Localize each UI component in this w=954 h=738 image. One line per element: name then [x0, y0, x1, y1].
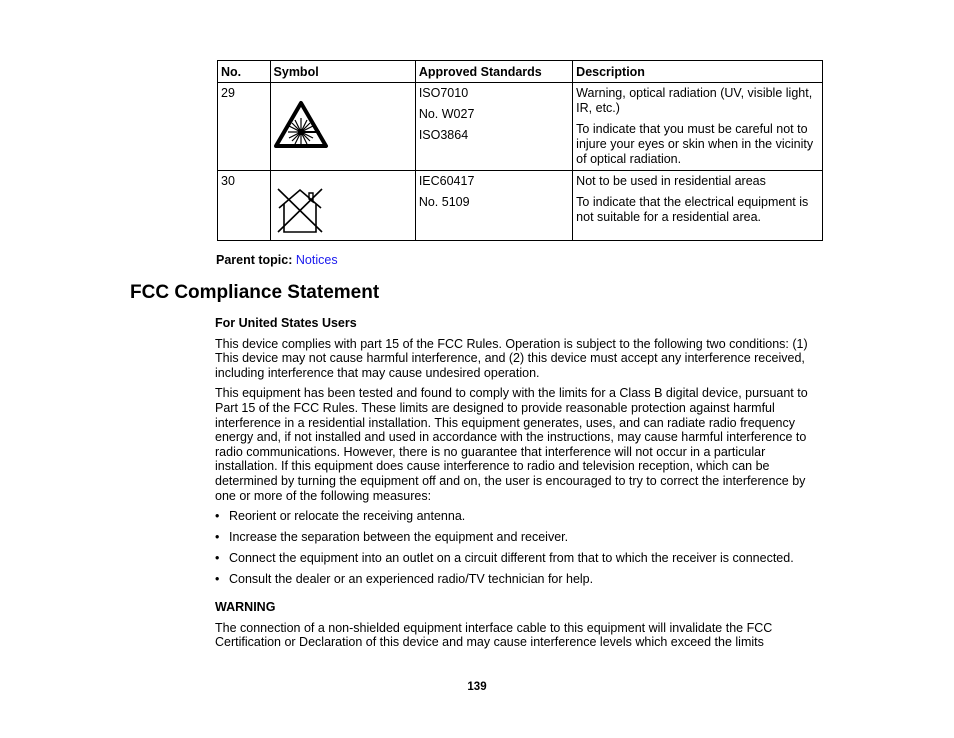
warning-heading: WARNING — [215, 600, 276, 614]
parent-topic-label: Parent topic: — [216, 253, 293, 267]
list-item-text: Reorient or relocate the receiving antenna. — [229, 509, 466, 524]
list-item-text: Connect the equipment into an outlet on a circuit different from that to which the receiver is connected. — [229, 551, 794, 566]
cell-description — [573, 83, 823, 171]
notices-link[interactable]: Notices — [295, 253, 338, 267]
table-row — [218, 171, 823, 241]
cell-standards — [415, 171, 572, 241]
bullet-marker: • — [215, 572, 220, 587]
cell-no: 29 — [218, 83, 271, 171]
standard-item: IEC60417 — [418, 174, 475, 188]
list-item — [215, 551, 827, 566]
subheading: For United States Users — [215, 316, 357, 330]
cell-symbol — [270, 171, 415, 241]
description-text: To indicate that the electrical equipment is not suitable for a residential area. — [576, 195, 809, 224]
header-no: No. — [218, 61, 271, 83]
parent-topic — [216, 253, 338, 268]
cell-standards — [415, 83, 572, 171]
list-item — [215, 509, 827, 524]
safety-symbols-table — [217, 60, 823, 241]
list-item-text: Consult the dealer or an experienced radio/TV technician for help. — [229, 572, 594, 587]
cell-symbol — [270, 83, 415, 171]
description-title: Not to be used in residential areas — [576, 174, 766, 188]
cell-description — [573, 171, 823, 241]
header-approved-standards: Approved Standards — [415, 61, 572, 83]
bullet-marker: • — [215, 509, 220, 524]
cell-no: 30 — [218, 171, 271, 241]
table-header-row — [218, 61, 823, 83]
bullet-marker: • — [215, 530, 220, 545]
measures-list — [215, 509, 827, 587]
list-item — [215, 572, 827, 587]
section-title: FCC Compliance Statement — [130, 282, 380, 303]
not-residential-house-icon — [275, 186, 325, 234]
list-item-text: Increase the separation between the equipment and receiver. — [229, 530, 569, 545]
table-row — [218, 83, 823, 171]
laser-warning-triangle-icon — [273, 100, 329, 150]
standard-item: No. W027 — [418, 107, 475, 121]
standard-item: No. 5109 — [418, 195, 470, 209]
paragraph: This equipment has been tested and found to comply with the limits for a Class B digital device, pursuant to Part 15 of the FCC Rules. These limits are designed to provide reasonable protection against harmful interference in a residential installation. This equipment generates, uses, and can radiate radio frequency energy and, if not installed and used in accordance with the instructions, may cause harmful interference to radio communications. However, there is no guarantee that interference will not occur in a particular installation. If this equipment does cause interference to radio and television reception, which can be determined by turning the equipment off and on, the user is encouraged to try to correct the interference by one or more of the following measures: — [215, 386, 808, 503]
standard-item: ISO3864 — [418, 128, 469, 142]
header-symbol: Symbol — [270, 61, 415, 83]
bullet-marker: • — [215, 551, 220, 566]
standard-item: ISO7010 — [418, 86, 469, 100]
section-content — [215, 316, 827, 656]
paragraph: This device complies with part 15 of the FCC Rules. Operation is subject to the following two conditions: (1) This device may not cause harmful interference, and (2) this device must accept any interference received, including interference that may cause undesired operation. — [215, 336, 808, 380]
header-description: Description — [573, 61, 823, 83]
page-number: 139 — [467, 681, 487, 693]
warning-text: The connection of a non-shielded equipment interface cable to this equipment will invalidate the FCC Certification or Declaration of this device and may cause interference levels which exceed the limits — [215, 620, 773, 650]
description-text: To indicate that you must be careful not to injure your eyes or skin when in the vicinity of optical radiation. — [576, 122, 814, 166]
list-item — [215, 530, 827, 545]
description-title: Warning, optical radiation (UV, visible light, IR, etc.) — [576, 86, 813, 115]
